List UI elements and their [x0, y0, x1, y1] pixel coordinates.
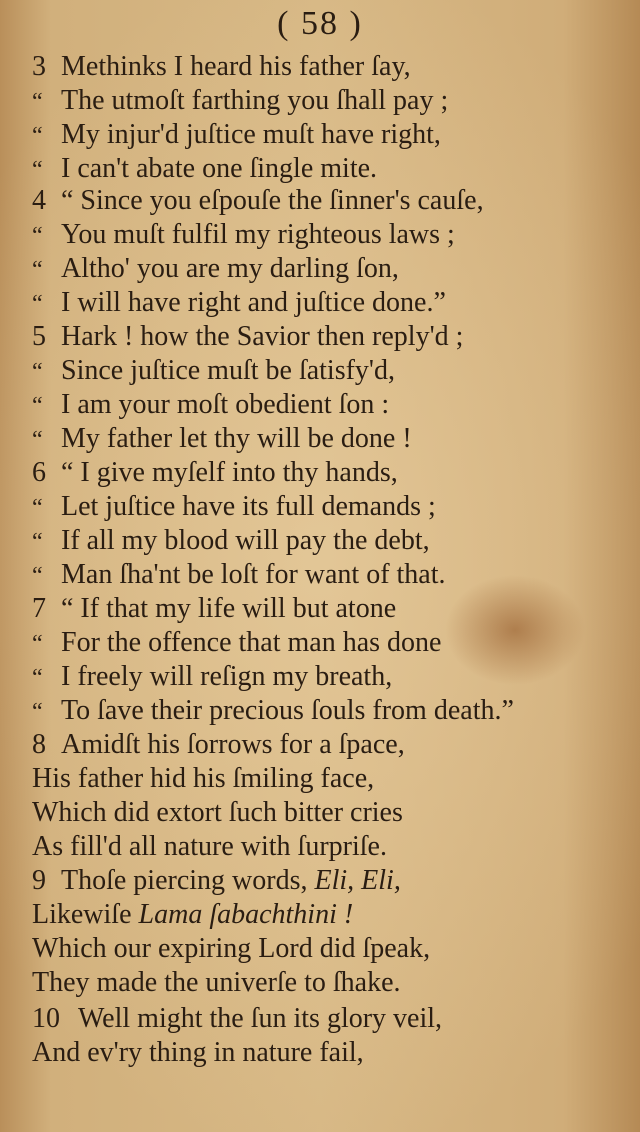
verse-line — [32, 252, 622, 286]
line-text: I will have right and juſtice done.” — [61, 287, 446, 318]
stanza-number: 8 — [32, 729, 46, 760]
stanza-8 — [32, 728, 622, 864]
quote-mark: “ — [32, 699, 43, 725]
verse-line — [32, 388, 622, 422]
quote-mark: “ — [32, 89, 43, 115]
italic-words: Eli, Eli, — [314, 865, 401, 896]
line-text: My injur'd juſtice muſt have right, — [61, 119, 441, 150]
line-text: Likewiſe — [32, 899, 139, 930]
verse-line — [32, 694, 622, 728]
line-text: To ſave their precious ſouls from death.” — [61, 695, 514, 726]
line-text: I am your moſt obedient ſon : — [61, 389, 390, 420]
line-text: If all my blood will pay the debt, — [61, 525, 430, 556]
quote-mark: “ — [32, 393, 43, 419]
quote-mark: “ — [32, 427, 43, 453]
line-text: Thoſe piercing words, — [61, 865, 315, 896]
verse-line — [32, 118, 622, 152]
line-text: The utmoſt farthing you ſhall pay ; — [61, 85, 449, 116]
stanza-number: 3 — [32, 51, 46, 82]
line-text: Methinks I heard his father ſay, — [61, 51, 411, 82]
verse-line — [32, 320, 622, 354]
italic-words: Lama ſabachthini ! — [138, 899, 354, 930]
line-text: “ If that my life will but atone — [61, 593, 397, 624]
stanza-7 — [32, 592, 622, 728]
page-number: ( 58 ) — [277, 5, 363, 42]
stanza-5 — [32, 320, 622, 456]
verse-line — [32, 184, 622, 218]
line-text: And ev'ry thing in nature fail, — [32, 1037, 364, 1068]
stanza-number: 6 — [32, 457, 46, 488]
verse-line — [32, 84, 622, 118]
verse-line — [32, 558, 622, 592]
verse-line — [32, 626, 622, 660]
line-text: As fill'd all nature with ſurpriſe. — [32, 831, 387, 862]
line-text: Which our expiring Lord did ſpeak, — [32, 933, 431, 964]
stanza-number: 7 — [32, 593, 46, 624]
verse-line — [32, 830, 622, 864]
verse-line — [32, 592, 622, 626]
quote-mark: “ — [32, 631, 43, 657]
quote-mark: “ — [32, 495, 43, 521]
verse-line — [32, 1036, 622, 1070]
verse-line — [32, 796, 622, 830]
verse-line — [32, 286, 622, 320]
stanza-4 — [32, 184, 622, 320]
line-text: Which did extort ſuch bitter cries — [32, 797, 403, 828]
verse-line — [32, 524, 622, 558]
verse-line — [32, 354, 622, 388]
verse-line — [32, 728, 622, 762]
quote-mark: “ — [32, 359, 43, 385]
stanza-9 — [32, 864, 622, 1000]
line-text: Well might the ſun its glory veil, — [78, 1003, 443, 1034]
line-text: Let juſtice have its full demands ; — [61, 491, 436, 522]
verse-line — [32, 152, 622, 186]
line-text: I can't abate one ſingle mite. — [61, 153, 378, 184]
verse-line — [32, 932, 622, 966]
line-text: Amidſt his ſorrows for a ſpace, — [61, 729, 405, 760]
line-text: They made the univerſe to ſhake. — [32, 967, 401, 998]
line-text: His father hid his ſmiling face, — [32, 763, 375, 794]
line-text: Man ſha'nt be loſt for want of that. — [61, 559, 446, 590]
quote-mark: “ — [32, 563, 43, 589]
line-text: Since juſtice muſt be ſatisfy'd, — [61, 355, 395, 386]
verse-line — [32, 660, 622, 694]
quote-mark: “ — [32, 529, 43, 555]
line-text: “ Since you eſpouſe the ſinner's cauſe, — [61, 185, 484, 216]
stanza-number: 5 — [32, 321, 46, 352]
stanza-number: 4 — [32, 185, 46, 216]
verse-line — [32, 864, 622, 898]
verse-line — [32, 50, 622, 84]
line-text: Hark ! how the Savior then reply'd ; — [61, 321, 464, 352]
stanza-10 — [32, 1002, 622, 1070]
line-text: My father let thy will be done ! — [61, 423, 412, 454]
line-text: For the offence that man has done — [61, 627, 442, 658]
quote-mark: “ — [32, 123, 43, 149]
stanza-3 — [32, 50, 622, 186]
stanza-number: 9 — [32, 865, 46, 896]
stanza-6 — [32, 456, 622, 592]
quote-mark: “ — [32, 257, 43, 283]
verse-line — [32, 490, 622, 524]
quote-mark: “ — [32, 291, 43, 317]
line-text: I freely will reſign my breath, — [61, 661, 393, 692]
verse-line — [32, 898, 622, 932]
quote-mark: “ — [32, 157, 43, 183]
line-text: “ I give myſelf into thy hands, — [61, 457, 398, 488]
line-text: You muſt fulfil my righteous laws ; — [61, 219, 455, 250]
quote-mark: “ — [32, 223, 43, 249]
stanza-number: 10 — [32, 1003, 60, 1034]
verse-line — [32, 966, 622, 1000]
verse-line — [32, 422, 622, 456]
verse-line — [32, 456, 622, 490]
quote-mark: “ — [32, 665, 43, 691]
verse-line — [32, 1002, 622, 1036]
verse-line — [32, 762, 622, 796]
verse-line — [32, 218, 622, 252]
line-text: Altho' you are my darling ſon, — [61, 253, 399, 284]
